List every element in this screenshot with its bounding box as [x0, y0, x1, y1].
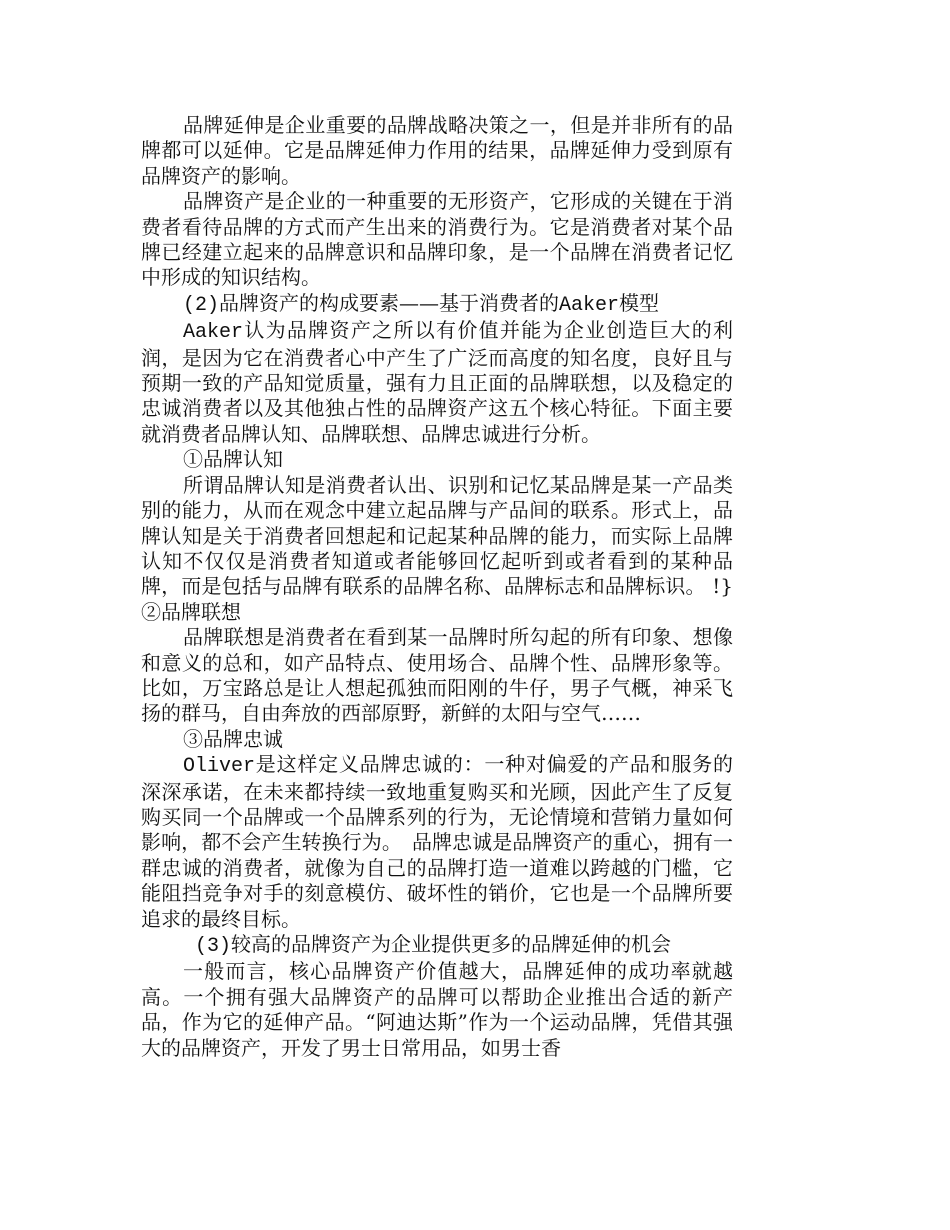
subheading-brand-awareness	[141, 447, 733, 472]
paragraph-brand-equity	[141, 189, 733, 291]
heading-suffix: 模型	[619, 290, 660, 315]
section-heading-3	[141, 932, 733, 959]
paragraph-term: Oliver	[183, 755, 256, 779]
paragraph-text: 所谓品牌认知是消费者认出、识别和记忆某品牌是某一产品类别的能力，从而在观念中建立起品牌与产品间的联系。形式上，品牌认知是关于消费者回想起和记起某种品牌的能力，而实际上品牌认知不仅仅是消费者知道或者能够回忆起听到或者看到的某种品牌，而是包括与品牌有联系的品牌名称、品牌标志和品牌标识。	[141, 472, 733, 599]
subheading-text: ③品牌忠诚	[183, 726, 283, 751]
paragraph-text: 品牌延伸是企业重要的品牌战略决策之一，但是并非所有的品牌都可以延伸。它是品牌延伸力作用的结果，品牌延伸力受到原有品牌资产的影响。	[141, 113, 733, 188]
paragraph-brand-loyalty	[141, 752, 733, 932]
paragraph-extension-opportunity	[141, 959, 733, 1061]
document-body	[141, 113, 733, 1061]
paragraph-brand-extension	[141, 113, 733, 189]
paragraph-brand-awareness	[141, 473, 733, 625]
paragraph-aaker	[141, 318, 733, 447]
section-heading-2	[141, 291, 733, 318]
heading-term: Aaker	[559, 293, 620, 317]
subheading-brand-loyalty	[141, 727, 733, 752]
paragraph-text: 品牌资产是企业的一种重要的无形资产，它形成的关键在于消费者看待品牌的方式而产生出来的消费行为。它是消费者对某个品牌已经建立起来的品牌意识和品牌印象，是一个品牌在消费者记忆中形成的知识结构。	[141, 189, 733, 290]
heading-number: (3)	[195, 935, 232, 958]
paragraph-term: Aaker	[183, 321, 244, 345]
paragraph-text: 一般而言，核心品牌资产价值越大，品牌延伸的成功率就越高。一个拥有强大品牌资产的品牌可以帮助企业推出合适的新产品，作为它的延伸产品。“阿迪达斯”作为一个运动品牌，凭借其强大的品牌资产，开发了男士日常用品，如男士香	[141, 959, 733, 1060]
paragraph-text: 认为品牌资产之所以有价值并能为企业创造巨大的利润，是因为它在消费者心中产生了广泛而高度的知名度，良好且与预期一致的产品知觉质量，强有力且正面的品牌联想，以及稳定的忠诚消费者以及其他独占性的品牌资产这五个核心特征。下面主要就消费者品牌认知、品牌联想、品牌忠诚进行分析。	[141, 318, 733, 446]
paragraph-tail: !} ②品牌联想	[141, 574, 734, 624]
heading-text: 品牌资产的构成要素——基于消费者的	[219, 290, 560, 315]
heading-text: 较高的品牌资产为企业提供更多的品牌延伸的机会	[231, 932, 672, 956]
paragraph-text: 品牌联想是消费者在看到某一品牌时所勾起的所有印象、想像和意义的总和，如产品特点、使用场合、品牌个性、品牌形象等。比如，万宝路总是让人想起孤独而阳刚的牛仔，男子气概，神采飞扬的群马，自由奔放的西部原野，新鲜的太阳与空气……	[141, 625, 733, 726]
subheading-text: ①品牌认知	[183, 447, 283, 472]
heading-number: (2)	[183, 293, 220, 317]
paragraph-text: 是这样定义品牌忠诚的：一种对偏爱的产品和服务的深深承诺，在未来都持续一致地重复购买和光顾，因此产生了反复购买同一个品牌或一个品牌系列的行为，无论情境和营销力量如何影响，都不会产生转换行为。 品牌忠诚是品牌资产的重心，拥有一群忠诚的消费者，就像为自己的品牌打造一道难以跨越的门槛，它能阻挡竞争对手的刻意模仿、破坏性的销价，它也是一个品牌所要追求的最终目标。	[141, 752, 733, 931]
paragraph-brand-association	[141, 625, 733, 727]
